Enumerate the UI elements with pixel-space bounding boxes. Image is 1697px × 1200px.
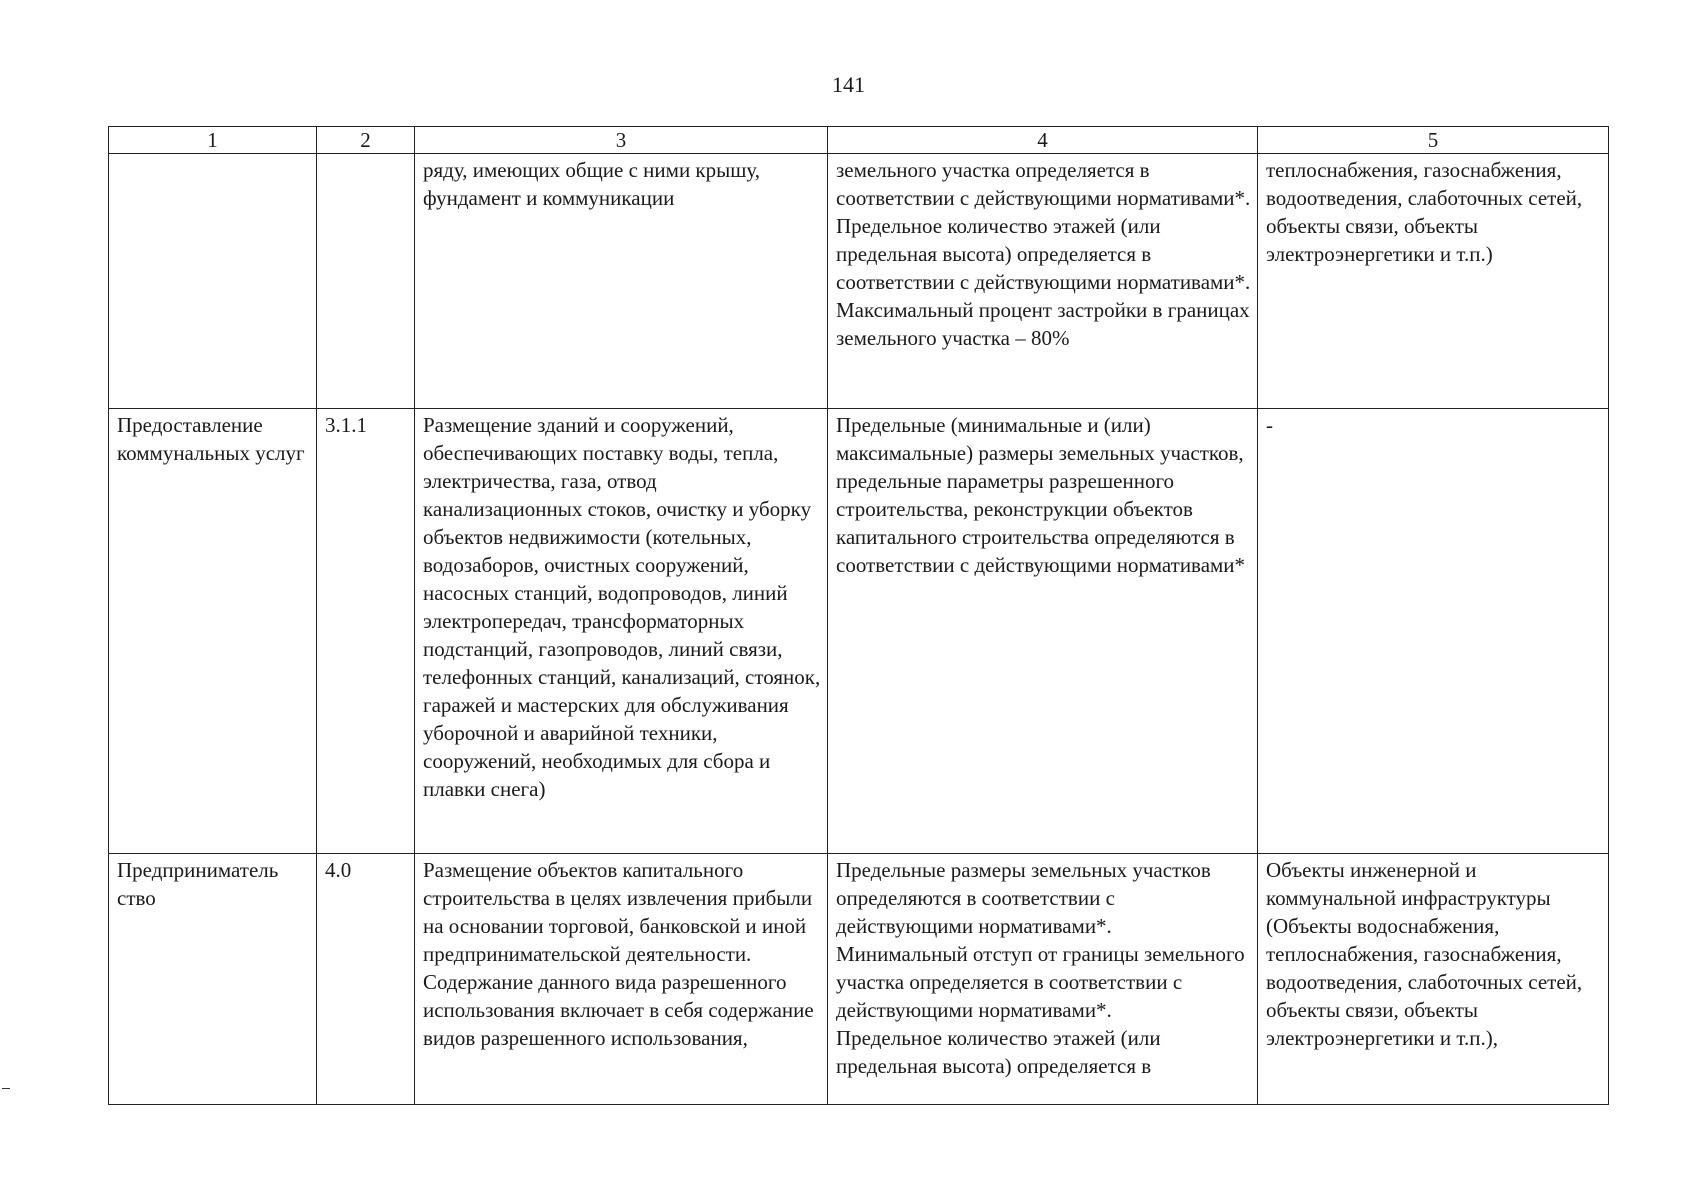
construction-parameters: земельного участка определяется в соответствии с действующими нормативами*. Предельное количество этажей (или предельная высота) определяется в соответствии с действующими нормативами*. Максимальный процент застройки в границах земельного участка – 80% (828, 154, 1258, 409)
use-type-description: Размещение зданий и сооружений, обеспечивающих поставку воды, тепла, электричества, газа, отвод канализационных стоков, очистку и уборку объектов недвижимости (котельных, водозаборов, очистных сооружений, насосных станций, водопроводов, линий электропередач, трансформаторных подстанций, газопроводов, линий связи, телефонных станций, канализаций, стоянок, гаражей и мастерских для обслуживания уборочной и аварийной техники, сооружений, необходимых для сбора и плавки снега) (415, 409, 828, 854)
regulations-table (108, 126, 1609, 1105)
use-type-code: 4.0 (317, 854, 415, 1105)
column-header-2: 2 (317, 127, 415, 154)
use-type-name (109, 154, 317, 409)
table-row (109, 154, 1609, 409)
table-row (109, 409, 1609, 854)
auxiliary-objects: теплоснабжения, газоснабжения, водоотведения, слаботочных сетей, объекты связи, объекты электроэнергетики и т.п.) (1258, 154, 1609, 409)
use-type-name: Предоставление коммунальных услуг (109, 409, 317, 854)
use-type-description: Размещение объектов капитального строительства в целях извлечения прибыли на основании торговой, банковской и иной предпринимательской деятельности. Содержание данного вида разрешенного использования включает в себя содержание видов разрешенного использования, (415, 854, 828, 1105)
use-type-description: ряду, имеющих общие с ними крышу, фундамент и коммуникации (415, 154, 828, 409)
use-type-code (317, 154, 415, 409)
column-header-5: 5 (1258, 127, 1609, 154)
use-type-code: 3.1.1 (317, 409, 415, 854)
auxiliary-objects: - (1258, 409, 1609, 854)
margin-mark (2, 1088, 10, 1089)
column-header-1: 1 (109, 127, 317, 154)
construction-parameters: Предельные размеры земельных участков определяются в соответствии с действующими нормативами*. Минимальный отступ от границы земельного участка определяется в соответствии с действующими нормативами*. Предельное количество этажей (или предельная высота) определяется в (828, 854, 1258, 1105)
construction-parameters: Предельные (минимальные и (или) максимальные) размеры земельных участков, предельные параметры разрешенного строительства, реконструкции объектов капитального строительства определяются в соответствии с действующими нормативами* (828, 409, 1258, 854)
table-row (109, 854, 1609, 1105)
table-header-row (109, 127, 1609, 154)
use-type-name: Предприниматель ство (109, 854, 317, 1105)
column-header-4: 4 (828, 127, 1258, 154)
auxiliary-objects: Объекты инженерной и коммунальной инфраструктуры (Объекты водоснабжения, теплоснабжения, газоснабжения, водоотведения, слаботочных сетей, объекты связи, объекты электроэнергетики и т.п.), (1258, 854, 1609, 1105)
column-header-3: 3 (415, 127, 828, 154)
page-number: 141 (832, 72, 865, 97)
